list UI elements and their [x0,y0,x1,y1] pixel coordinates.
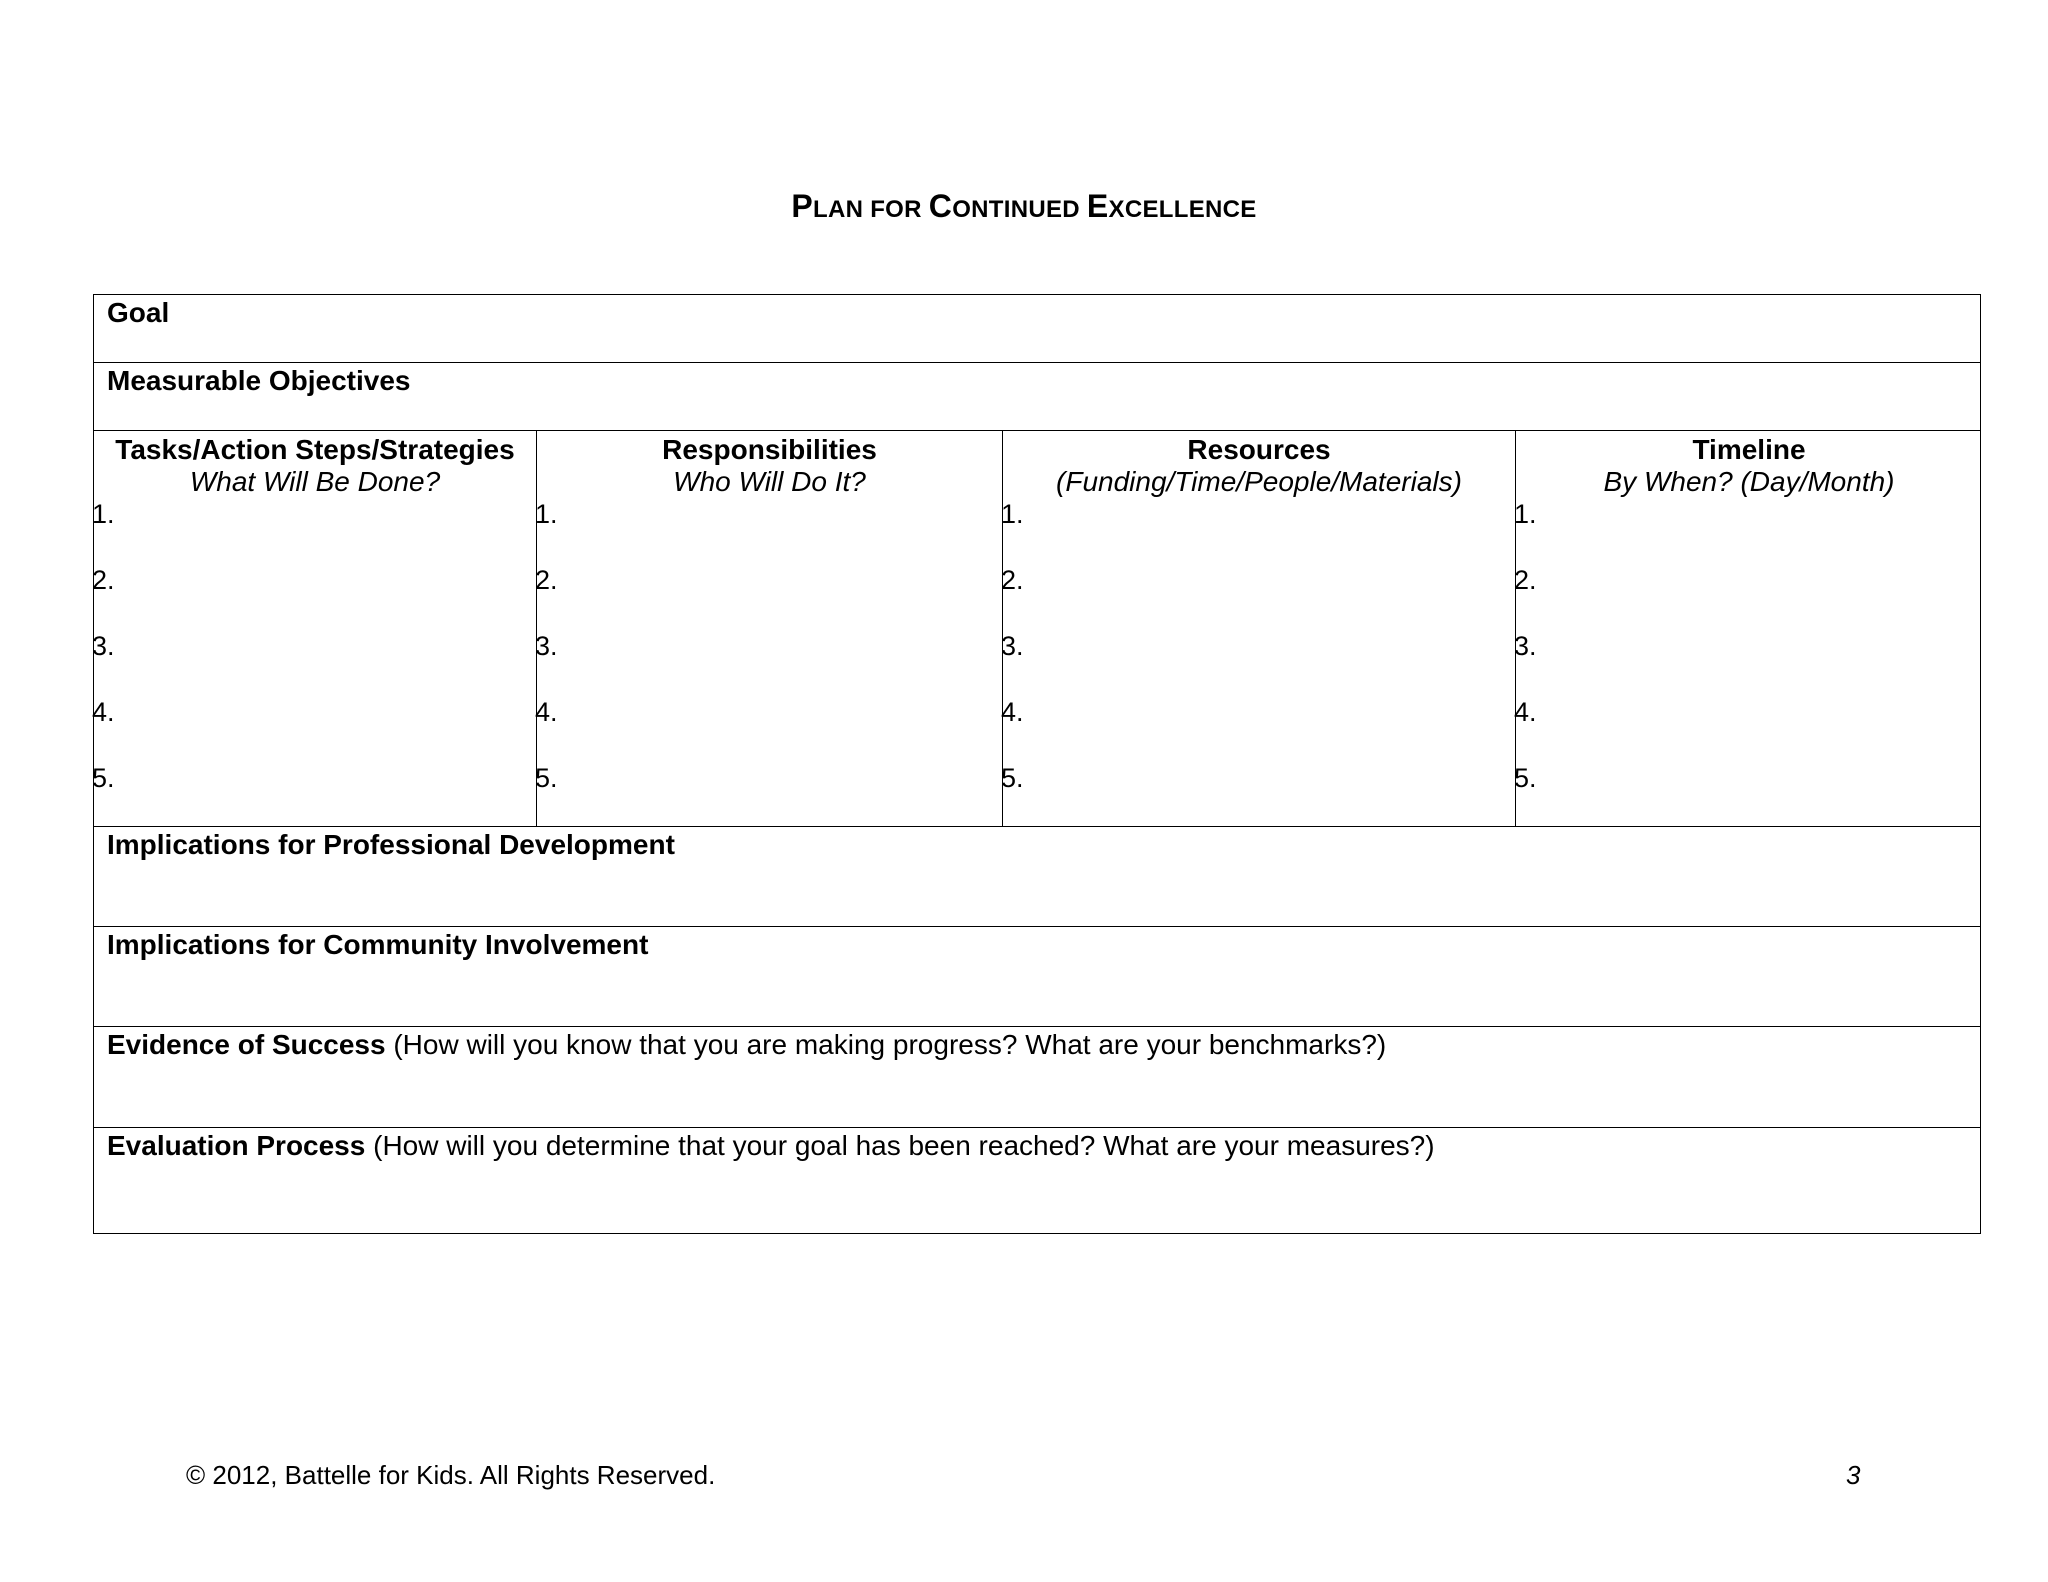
action-plan-columns [94,431,1980,827]
list-item: 3. [535,631,558,661]
resources-column[interactable] [1003,431,1516,826]
objectives-row[interactable] [94,363,1980,431]
column-subheader: (Funding/Time/People/Materials) [1056,466,1462,497]
plan-table [93,294,1981,1234]
column-header: Resources [1187,434,1331,465]
column-subheader: By When? (Day/Month) [1603,466,1895,497]
column-header: Responsibilities [662,434,877,465]
list-item: 2. [1001,565,1024,595]
list-item: 4. [92,697,115,727]
column-header: Tasks/Action Steps/Strategies [115,434,515,465]
evidence-label: Evidence of Success (How will you know that you are making progress? What are your benchmarks?) [107,1029,1387,1060]
list-item: 2. [1514,565,1537,595]
evaluation-label: Evaluation Process (How will you determine that your goal has been reached? What are your measures?) [107,1130,1435,1161]
page-title: PLAN FOR CONTINUED EXCELLENCE [791,188,1257,224]
list-item: 5. [92,763,115,793]
evaluation-row[interactable] [94,1128,1980,1235]
list-item: 5. [1514,763,1537,793]
column-subheader: What Will Be Done? [189,466,441,497]
tasks-column[interactable] [94,431,537,826]
column-header: Timeline [1692,434,1806,465]
community-involvement-label: Implications for Community Involvement [107,929,649,960]
evidence-row[interactable] [94,1027,1980,1128]
page-number: 3 [1846,1460,1861,1490]
timeline-column[interactable] [1516,431,1982,826]
list-item: 2. [92,565,115,595]
column-subheader: Who Will Do It? [673,466,866,497]
list-item: 1. [92,499,115,529]
list-item: 2. [535,565,558,595]
goal-row[interactable] [94,295,1980,363]
evaluation-note: (How will you determine that your goal has been reached? What are your measures?) [365,1130,1435,1161]
list-item: 1. [1514,499,1537,529]
list-item: 3. [1001,631,1024,661]
tasks-list [94,498,536,828]
list-item: 4. [535,697,558,727]
list-item: 5. [535,763,558,793]
responsibilities-column[interactable] [537,431,1003,826]
list-item: 1. [1001,499,1024,529]
professional-development-row[interactable] [94,827,1980,927]
resources-list [1003,498,1515,828]
objectives-label: Measurable Objectives [107,365,411,396]
list-item: 4. [1001,697,1024,727]
list-item: 4. [1514,697,1537,727]
copyright-footer: © 2012, Battelle for Kids. All Rights Reserved. [186,1460,716,1490]
community-involvement-row[interactable] [94,927,1980,1027]
timeline-list [1516,498,1982,828]
goal-label: Goal [107,297,170,328]
professional-development-label: Implications for Professional Development [107,829,675,860]
list-item: 3. [1514,631,1537,661]
list-item: 3. [92,631,115,661]
list-item: 1. [535,499,558,529]
evidence-note: (How will you know that you are making progress? What are your benchmarks?) [385,1029,1387,1060]
responsibilities-list [537,498,1002,828]
list-item: 5. [1001,763,1024,793]
